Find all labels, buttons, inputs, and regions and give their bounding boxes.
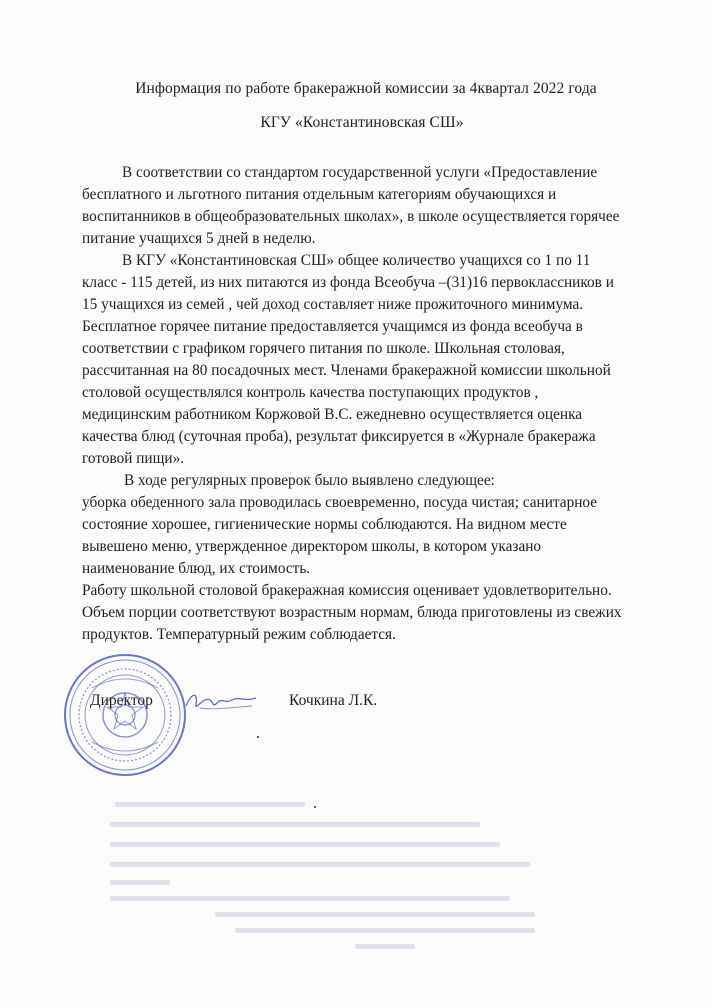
text-line: класс - 115 детей, из них питаются из фонда Всеобуча –(31)16 первоклассников и (82, 274, 614, 291)
text-line: столовой осуществлялся контроль качества поступающих продуктов , (82, 384, 539, 401)
text-line: питание учащихся 5 дней в неделю. (82, 230, 316, 247)
signature-icon (182, 686, 260, 716)
official-stamp-icon (62, 652, 188, 778)
text-line: готовой пищи». (82, 450, 185, 467)
bleed-through-text (95, 800, 575, 960)
mark-dot (257, 736, 259, 738)
text-line: уборка обеденного зала проводилась своевременно, посуда чистая; санитарное (82, 494, 598, 511)
school-name: КГУ «Константиновская СШ» (260, 114, 464, 131)
text-line: Бесплатное горячее питание предоставляется учащимся из фонда всеобуча в (82, 318, 583, 335)
text-line: В КГУ «Константиновская СШ» общее количество учащихся со 1 по 11 (122, 252, 591, 269)
text-line: воспитанников в общеобразовательных школах», в школе осуществляется горячее (82, 208, 620, 225)
text-line: Объем порции соответствуют возрастным нормам, блюда приготовлены из свежих (82, 604, 622, 621)
text-line: рассчитанная на 80 посадочных мест. Членами бракеражной комиссии школьной (82, 362, 611, 379)
text-line: вывешено меню, утвержденное директором школы, в котором указано (82, 538, 542, 555)
signatory-name: Кочкина Л.К. (289, 692, 378, 709)
text-line: наименование блюд, их стоимость. (82, 560, 311, 577)
text-line: В соответствии со стандартом государственной услуги «Предоставление (122, 164, 598, 181)
signature-position: Директор (90, 692, 153, 709)
text-line: соответствии с графиком горячего питания по школе. Школьная столовая, (82, 340, 565, 357)
text-line: 15 учащихся из семей , чей доход составляет ниже прожиточного минимума. (82, 296, 584, 313)
text-line: продуктов. Температурный режим соблюдается. (82, 626, 396, 643)
text-line: Работу школьной столовой бракеражная комиссия оценивает удовлетворительно. (82, 582, 612, 599)
text-line: состояние хорошее, гигиенические нормы соблюдаются. На видном месте (82, 516, 567, 533)
text-line: медицинским работником Коржовой В.С. ежедневно осуществляется оценка (82, 406, 583, 423)
text-line: бесплатного и льготного питания отдельным категориям обучающихся и (82, 186, 557, 203)
text-line: качества блюд (суточная проба), результат фиксируется в «Журнале бракеража (82, 428, 596, 445)
text-line: В ходе регулярных проверок было выявлено следующее: (124, 472, 495, 489)
document-title: Информация по работе бракеражной комиссии за 4квартал 2022 года (135, 80, 597, 97)
